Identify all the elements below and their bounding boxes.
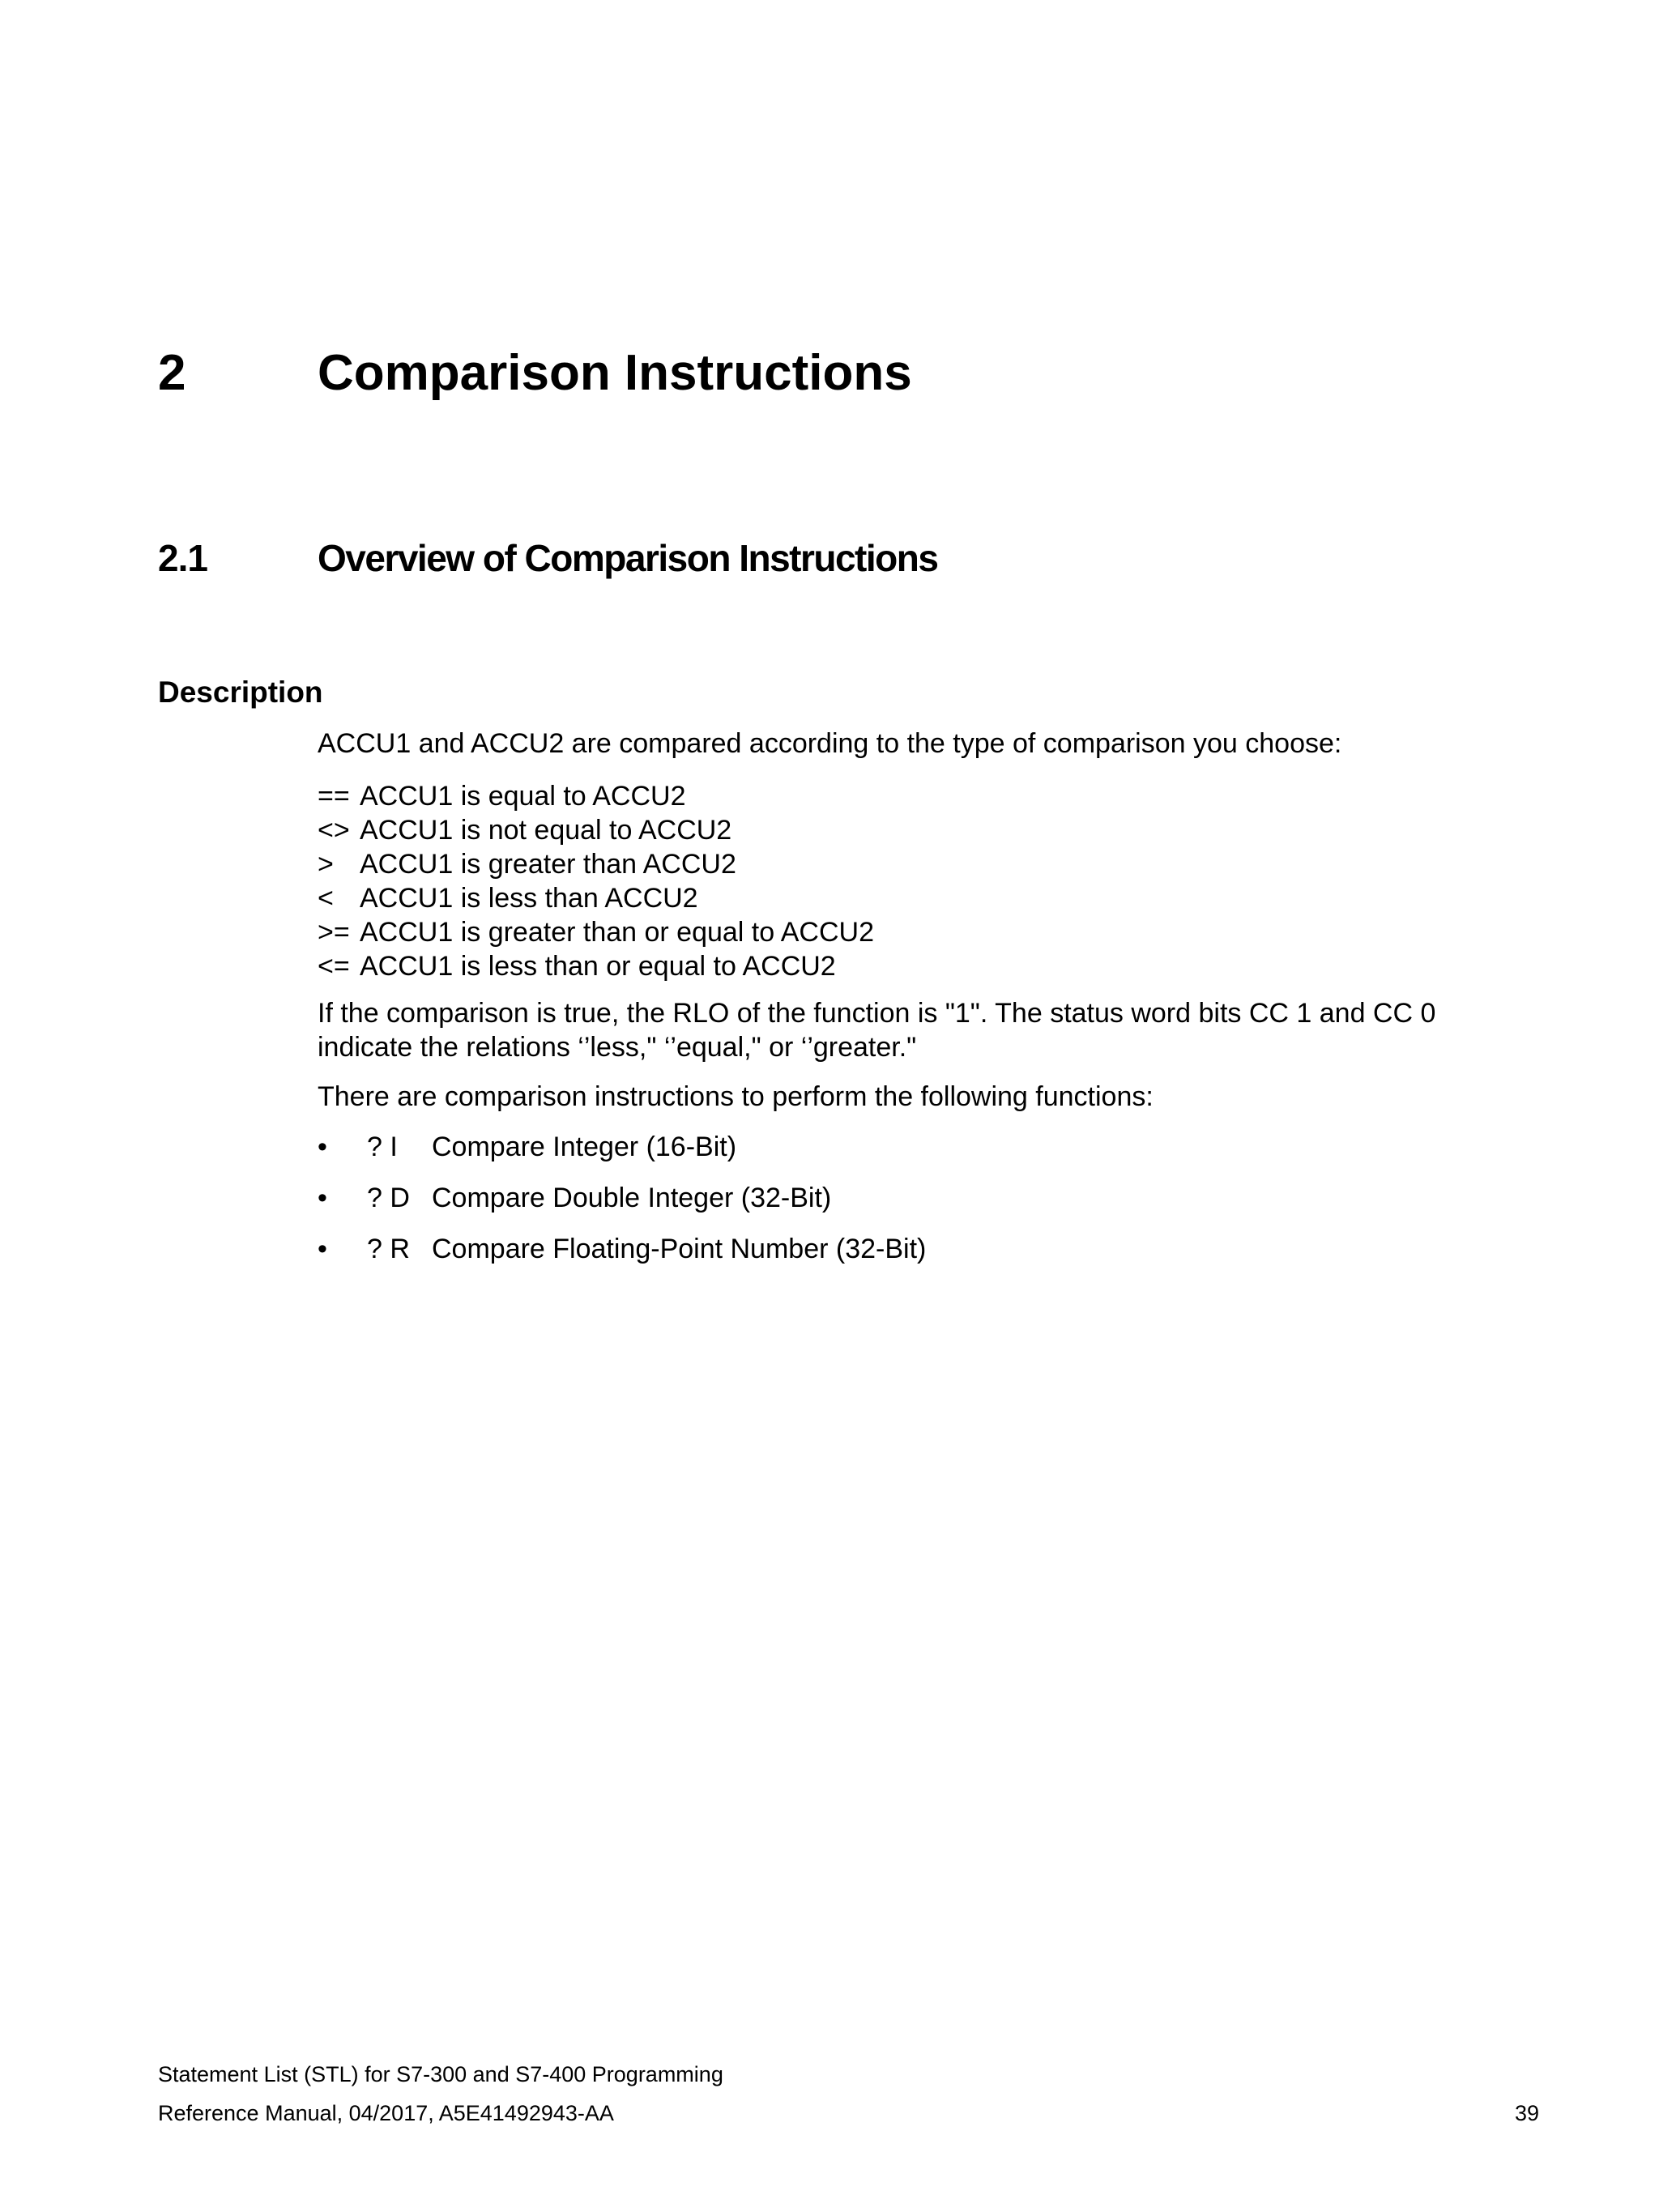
- function-code: ? R: [367, 1234, 410, 1264]
- operator-row: [318, 915, 874, 949]
- section-title: Overview of Comparison Instructions: [318, 537, 938, 579]
- operator-row: [318, 881, 874, 915]
- bullet-icon: •: [318, 1183, 327, 1213]
- footer-manual-title: Statement List (STL) for S7-300 and S7-400 Programming: [158, 2062, 723, 2086]
- description-heading: Description: [158, 676, 323, 709]
- chapter-title: Comparison Instructions: [318, 345, 912, 401]
- operator-symbol: >: [318, 849, 334, 880]
- function-code: ? D: [367, 1183, 410, 1213]
- operator-row: [318, 779, 874, 813]
- operator-description: ACCU1 is not equal to ACCU2: [360, 815, 732, 846]
- function-description: Compare Integer (16-Bit): [432, 1132, 737, 1162]
- list-item: [318, 1181, 926, 1215]
- function-description: Compare Double Integer (32-Bit): [432, 1183, 832, 1213]
- operator-symbol: <=: [318, 951, 350, 982]
- operator-row: [318, 813, 874, 847]
- operator-description: ACCU1 is less than ACCU2: [360, 883, 698, 914]
- operator-row: [318, 949, 874, 983]
- list-item: [318, 1232, 926, 1266]
- operator-symbol: ==: [318, 781, 350, 812]
- bullet-icon: •: [318, 1234, 327, 1264]
- list-item: [318, 1130, 926, 1164]
- operator-symbol: <>: [318, 815, 350, 846]
- operator-list: [318, 779, 874, 983]
- operator-description: ACCU1 is equal to ACCU2: [360, 781, 686, 812]
- functions-intro: There are comparison instructions to perform the following functions:: [318, 1081, 1154, 1112]
- function-code: ? I: [367, 1132, 398, 1162]
- operator-symbol: <: [318, 883, 334, 914]
- chapter-number: 2: [158, 345, 186, 401]
- operator-row: [318, 847, 874, 881]
- operator-description: ACCU1 is greater than or equal to ACCU2: [360, 917, 874, 948]
- operator-description: ACCU1 is greater than ACCU2: [360, 849, 736, 880]
- function-description: Compare Floating-Point Number (32-Bit): [432, 1234, 927, 1264]
- footer-manual-reference: Reference Manual, 04/2017, A5E41492943-AA: [158, 2101, 614, 2125]
- description-intro: ACCU1 and ACCU2 are compared according to the type of comparison you choose:: [318, 728, 1342, 759]
- section-number: 2.1: [158, 537, 207, 579]
- operator-description: ACCU1 is less than or equal to ACCU2: [360, 951, 836, 982]
- functions-list: [318, 1130, 926, 1283]
- bullet-icon: •: [318, 1132, 327, 1162]
- page-number: 39: [1514, 2101, 1539, 2125]
- operator-symbol: >=: [318, 917, 350, 948]
- result-paragraph: If the comparison is true, the RLO of the function is "1". The status word bits CC 1 and CC 0 indicate the relations ‘’less," ‘’equal," or ‘’greater.": [318, 998, 1436, 1063]
